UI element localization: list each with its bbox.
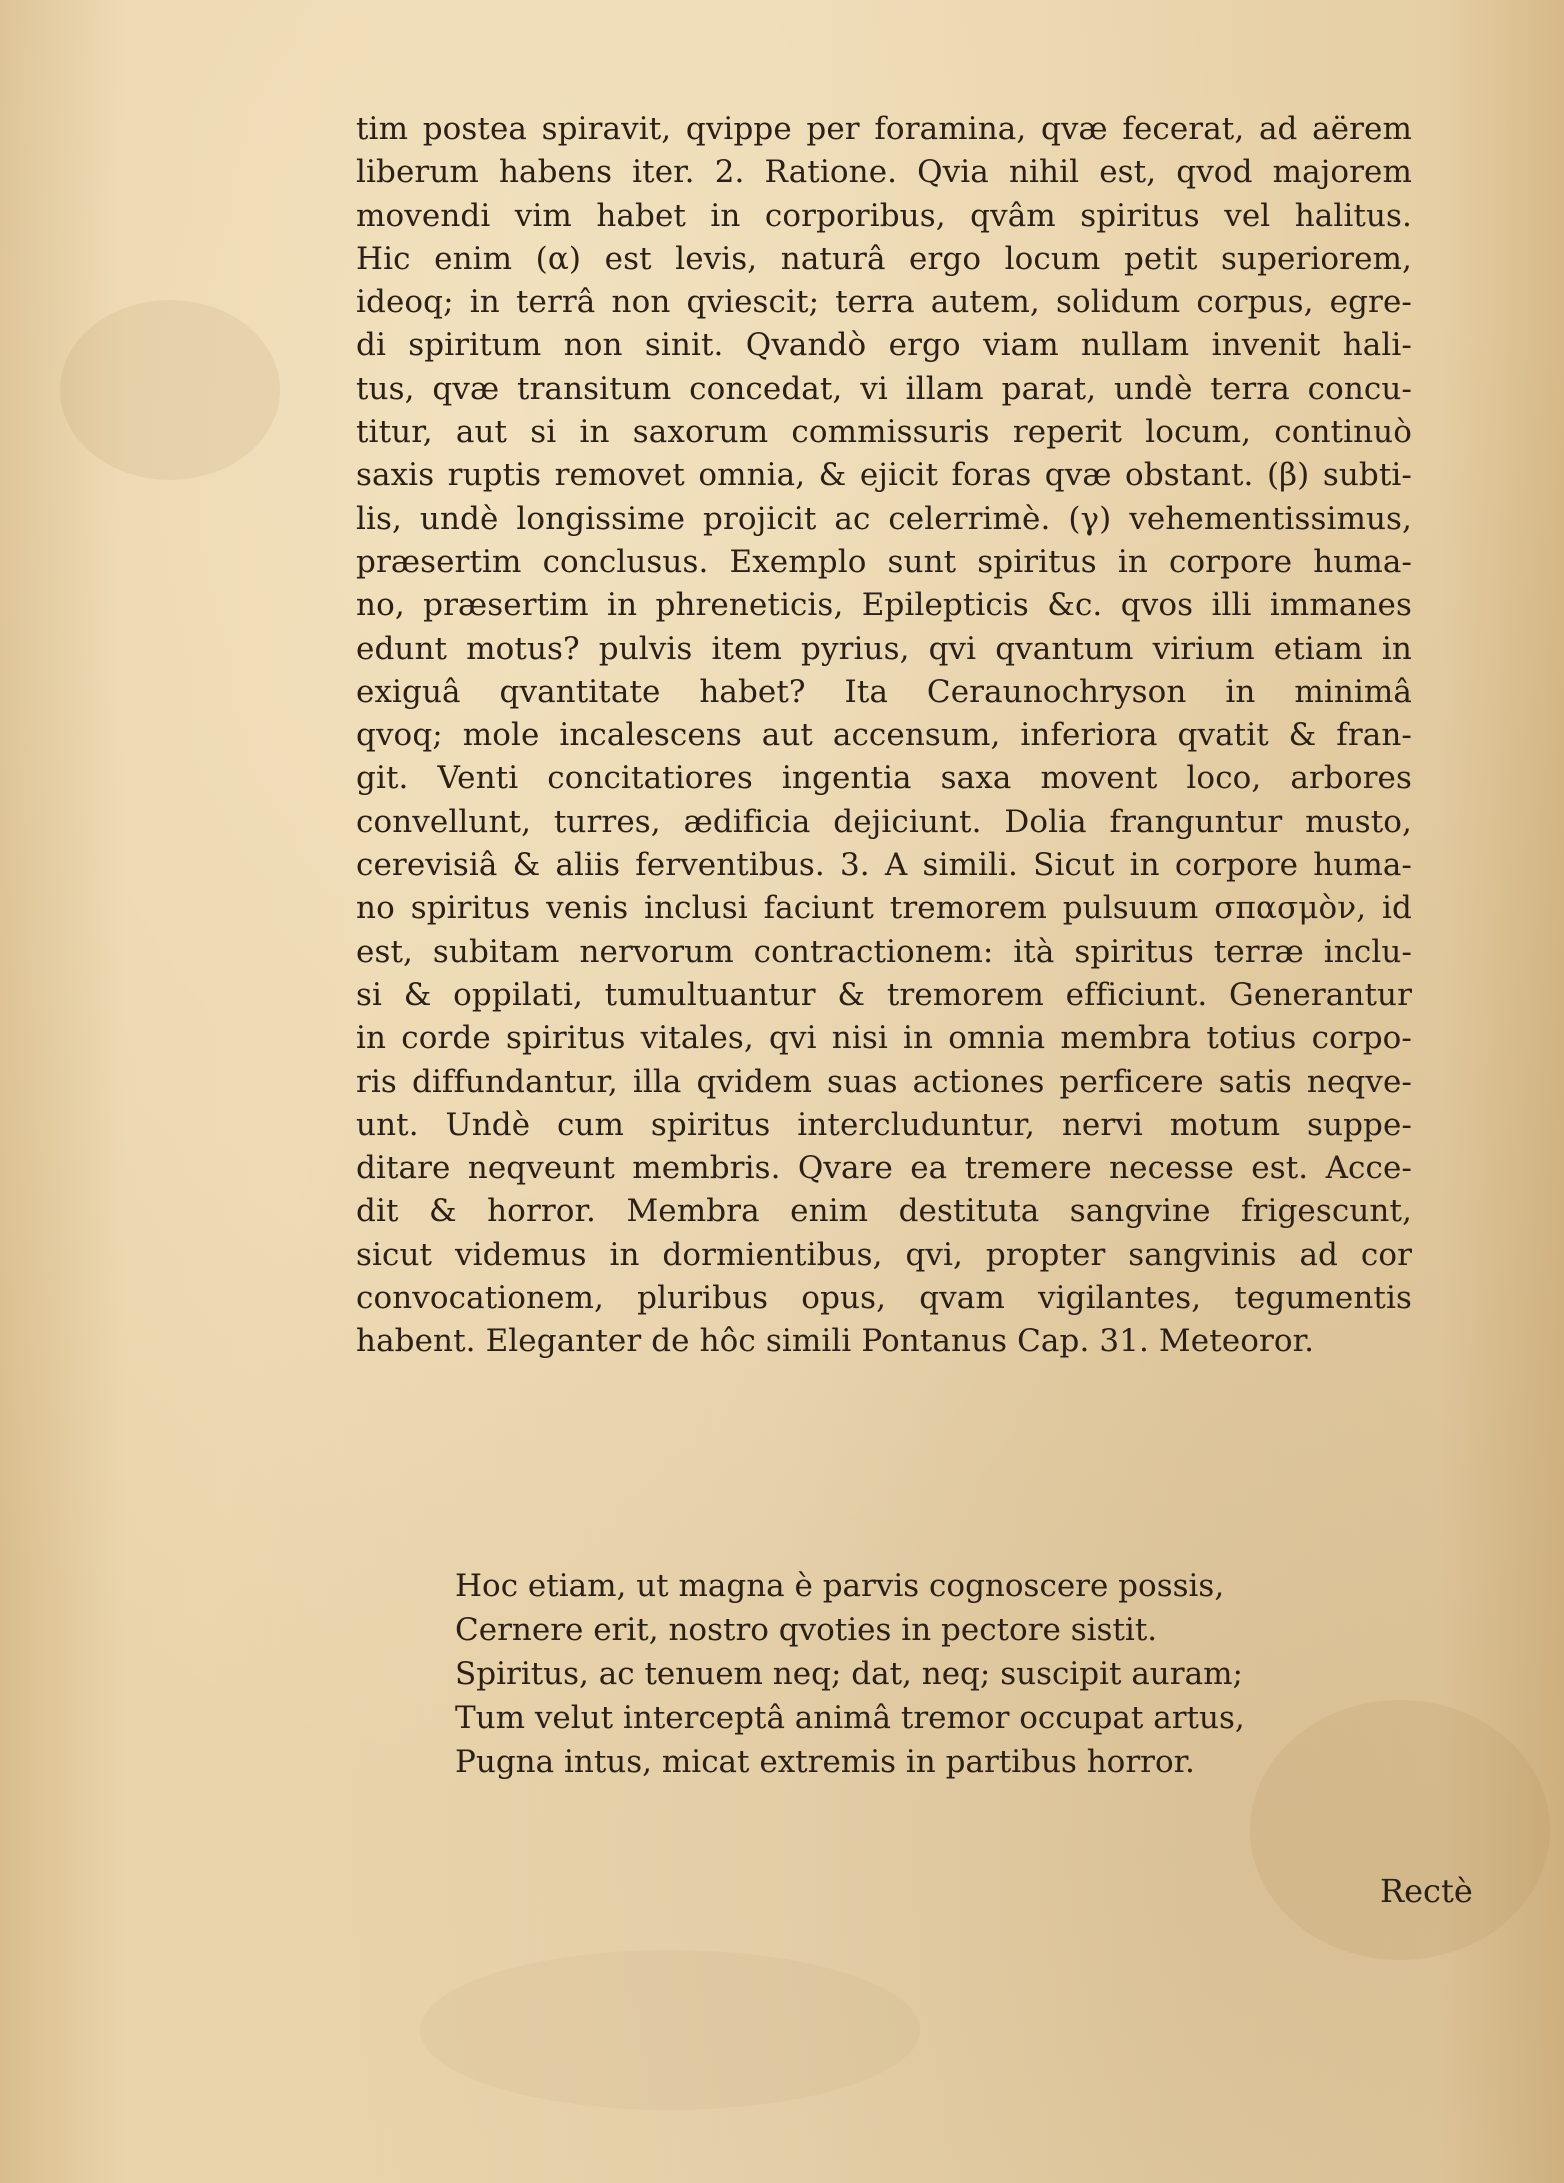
text-line: saxis ruptis removet omnia, & ejicit foras qvæ obstant. (β) subti- — [356, 457, 1412, 494]
text-line: liberum habens iter. 2. Ratione. Qvia nihil est, qvod majorem — [356, 154, 1412, 191]
text-line: di spiritum non sinit. Qvandò ergo viam nullam invenit hali- — [356, 327, 1412, 364]
text-line: in corde spiritus vitales, qvi nisi in omnia membra totius corpo- — [356, 1020, 1412, 1057]
text-line: tus, qvæ transitum concedat, vi illam parat, undè terra concu- — [356, 370, 1412, 407]
text-line: convocationem, pluribus opus, qvam vigilantes, tegumentis — [356, 1280, 1412, 1317]
text-line: sicut videmus in dormientibus, qvi, propter sangvinis ad cor — [356, 1236, 1412, 1273]
verse-line: Pugna intus, micat extremis in partibus horror. — [455, 1744, 1195, 1780]
text-line: exiguâ qvantitate habet? Ita Ceraunochryson in minimâ — [356, 673, 1412, 710]
text-line: ditare neqveunt membris. Qvare ea tremere necesse est. Acce- — [356, 1150, 1412, 1187]
text-line: præsertim conclusus. Exemplo sunt spiritus in corpore huma- — [356, 543, 1412, 580]
text-line: convellunt, turres, ædificia dejiciunt. Dolia franguntur musto, — [356, 803, 1412, 840]
text-line: ris diffundantur, illa qvidem suas actiones perficere satis neqve- — [356, 1063, 1412, 1100]
body-text — [356, 108, 1412, 1364]
text-line: unt. Undè cum spiritus intercluduntur, nervi motum suppe- — [356, 1106, 1412, 1143]
paper-stain — [420, 1950, 920, 2110]
text-line: habent. Eleganter de hôc simili Pontanus Cap. 31. Meteoror. — [356, 1323, 1315, 1360]
verse-line: Tum velut interceptâ animâ tremor occupat artus, — [455, 1700, 1245, 1736]
text-line: no, præsertim in phreneticis, Epilepticis &c. qvos illi immanes — [356, 587, 1412, 624]
verse-quotation — [455, 1564, 1415, 1784]
text-line: qvoq; mole incalescens aut accensum, inferiora qvatit & fran- — [356, 717, 1412, 754]
verse-line: Hoc etiam, ut magna è parvis cognoscere possis, — [455, 1568, 1225, 1604]
paper-stain — [60, 300, 280, 480]
verse-line: Spiritus, ac tenuem neq; dat, neq; suscipit auram; — [455, 1656, 1243, 1692]
text-line: est, subitam nervorum contractionem: ità spiritus terræ inclu- — [356, 933, 1412, 970]
text-line: si & oppilati, tumultuantur & tremorem efficiunt. Generantur — [356, 976, 1412, 1013]
text-line: ideoq; in terrâ non qviescit; terra autem, solidum corpus, egre- — [356, 284, 1412, 321]
text-line: cerevisiâ & aliis ferventibus. 3. A simili. Sicut in corpore huma- — [356, 847, 1412, 884]
text-line: movendi vim habet in corporibus, qvâm spiritus vel halitus. — [356, 197, 1412, 234]
text-line: Hic enim (α) est levis, naturâ ergo locum petit superiorem, — [356, 240, 1412, 277]
text-line: titur, aut si in saxorum commissuris reperit locum, continuò — [356, 414, 1412, 451]
verse-line: Cernere erit, nostro qvoties in pectore sistit. — [455, 1612, 1158, 1648]
text-line: dit & horror. Membra enim destituta sangvine frigescunt, — [356, 1193, 1412, 1230]
text-line: edunt motus? pulvis item pyrius, qvi qvantum virium etiam in — [356, 630, 1412, 667]
text-line: no spiritus venis inclusi faciunt tremorem pulsuum σπασμὸν, id — [356, 890, 1412, 927]
text-line: tim postea spiravit, qvippe per foramina, qvæ fecerat, ad aërem — [356, 111, 1412, 147]
text-line: git. Venti concitatiores ingentia saxa movent loco, arbores — [356, 760, 1412, 797]
text-line: lis, undè longissime projicit ac celerrimè. (γ) vehementissimus, — [356, 500, 1412, 537]
catchword: Rectè — [1380, 1872, 1473, 1910]
